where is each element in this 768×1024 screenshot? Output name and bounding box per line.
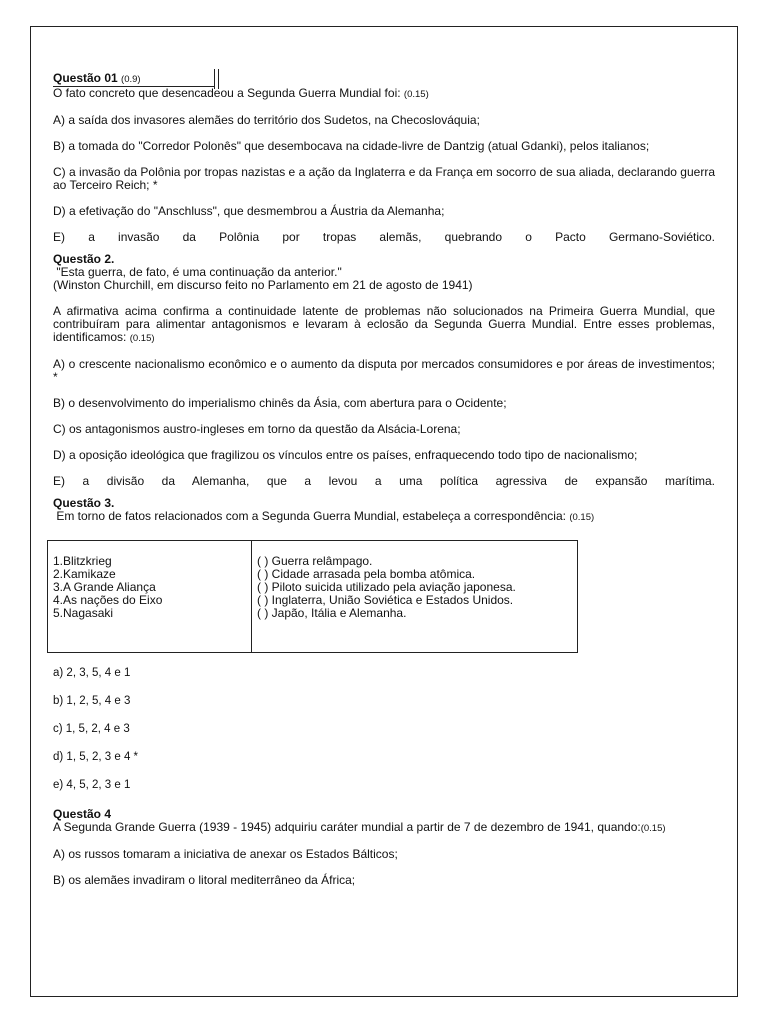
matching-description: ( ) Cidade arrasada pela bomba atômica. [257,567,476,581]
question-1-option-e: E) a invasão da Polônia por tropas alemãs, quebrando o Pacto Germano-Soviético. [53,230,715,244]
question-2-option-d: D) a oposição ideológica que fragilizou os vínculos entre os países, enfraquecendo todo tipo de nacionalismo; [53,448,638,462]
matching-term: 1.Blitzkrieg [53,554,112,568]
question-1-option-a: A) a saída dos invasores alemães do território dos Sudetos, na Checoslováquia; [53,113,480,127]
document-body [53,72,715,887]
question-1-title: Questão 01 [53,71,118,85]
matching-descriptions-column [252,541,578,653]
matching-table [47,540,578,653]
question-2-option-b: B) o desenvolvimento do imperialismo chinês da Ásia, com abertura para o Ocidente; [53,396,507,410]
question-4-title: Questão 4 [53,807,112,821]
question-3 [53,497,715,792]
question-3-option-c: c) 1, 5, 2, 4 e 3 [53,723,130,735]
question-1-option-b: B) a tomada do "Corredor Polonês" que desembocava na cidade-livre de Dantzig (atual Gdanki), pelos italianos; [53,139,650,153]
question-3-stem: Em torno de fatos relacionados com a Segunda Guerra Mundial, estabeleça a correspondência: (0.15) [53,509,595,523]
question-4-option-a: A) os russos tomaram a iniciativa de anexar os Estados Bálticos; [53,847,398,861]
question-2-stem: A afirmativa acima confirma a continuidade latente de problemas não solucionados na Primeira Guerra Mundial, que contribuíram para alimentar antagonismos e levaram à eclosão da Segunda Guerra Mundial. Entre esses problemas, identificamos: (0.15) [53,304,715,344]
matching-description: ( ) Guerra relâmpago. [257,554,373,568]
question-3-option-d: d) 1, 5, 2, 3 e 4 * [53,751,139,763]
question-2-source: (Winston Churchill, em discurso feito no Parlamento em 21 de agosto de 1941) [53,278,473,292]
question-2-option-e: E) a divisão da Alemanha, que a levou a uma política agressiva de expansão marítima. [53,474,715,488]
matching-term: 4.As nações do Eixo [53,593,163,607]
question-3-option-a: a) 2, 3, 5, 4 e 1 [53,667,131,679]
question-2 [53,253,715,488]
question-2-quote: "Esta guerra, de fato, é uma continuação da anterior." [53,265,342,279]
question-1 [53,72,715,244]
question-2-option-c: C) os antagonismos austro-ingleses em torno da questão da Alsácia-Lorena; [53,422,461,436]
question-1-option-c: C) a invasão da Polônia por tropas nazistas e a ação da Inglaterra e da França em socorro de sua aliada, declarando guerra ao Terceiro Reich; * [53,165,715,192]
question-3-option-e: e) 4, 5, 2, 3 e 1 [53,779,131,791]
question-3-option-b: b) 1, 2, 5, 4 e 3 [53,695,131,707]
matching-description: ( ) Piloto suicida utilizado pela aviação japonesa. [257,580,516,594]
question-2-option-a: A) o crescente nacionalismo econômico e o aumento da disputa por mercados consumidores e por áreas de investimentos; * [53,357,715,384]
header-rule-mark [214,69,219,89]
matching-description: ( ) Inglaterra, União Soviética e Estados Unidos. [257,593,514,607]
matching-term: 5.Nagasaki [53,606,114,620]
question-1-points: (0.9) [121,74,141,85]
question-1-stem: O fato concreto que desencadeou a Segunda Guerra Mundial foi: (0.15) [53,86,429,100]
matching-terms-column [48,541,252,653]
matching-term: 3.A Grande Aliança [53,580,156,594]
question-4-option-b: B) os alemães invadiram o litoral mediterrâneo da África; [53,873,356,887]
question-3-title: Questão 3. [53,496,115,510]
question-4-stem: A Segunda Grande Guerra (1939 - 1945) adquiriu caráter mundial a partir de 7 de dezembro de 1941, quando:(0.15) [53,820,666,834]
question-2-title: Questão 2. [53,252,115,266]
matching-description: ( ) Japão, Itália e Alemanha. [257,606,407,620]
question-1-option-d: D) a efetivação do "Anschluss", que desmembrou a Áustria da Alemanha; [53,204,445,218]
question-4 [53,808,715,887]
question-1-header [53,72,215,87]
matching-term: 2.Kamikaze [53,567,116,581]
